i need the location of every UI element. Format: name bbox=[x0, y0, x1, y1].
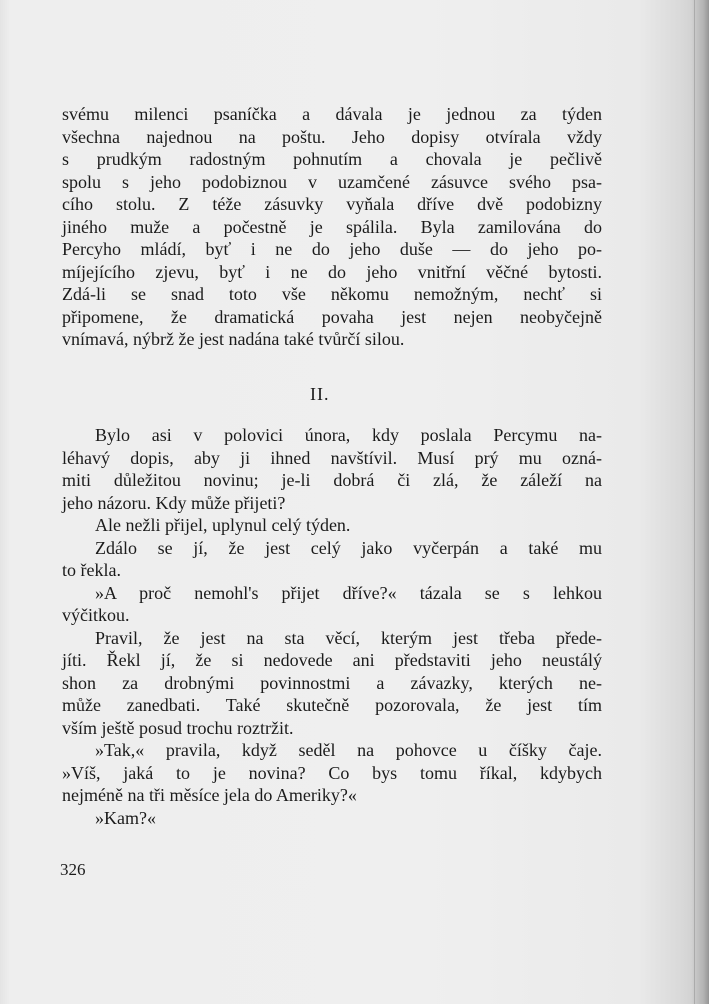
text-line: Zdá-li se snad toto vše někomu nemožným, nechť si bbox=[62, 284, 602, 304]
text-line: shon za drobnými povinnostmi a závazky, kterých ne- bbox=[62, 672, 602, 693]
text-line: míjejícího zjevu, byť i ne do jeho vnitřní věčné bytosti. bbox=[62, 261, 602, 282]
text-line: Percyho mládí, byť i ne do jeho duše — do jeho po- bbox=[62, 239, 602, 259]
paragraph-1 bbox=[62, 103, 602, 351]
text-line: »Víš, jaká to je novina? Co bys tomu říkal, kdybych bbox=[62, 762, 602, 783]
text-line: může zanedbati. Také skutečně pozorovala, že jest tím bbox=[62, 695, 602, 715]
text-line: připomene, že dramatická povaha jest nejen neobyčejně bbox=[62, 306, 602, 327]
text-line: to řekla. bbox=[62, 560, 121, 580]
text-line: jeho názoru. Kdy může přijeti? bbox=[62, 492, 286, 513]
text-line: cího stolu. Z téže zásuvky vyňala dříve dvě podobizny bbox=[62, 194, 602, 214]
text-line: miti důležitou novinu; je-li dobrá či zlá, že záleží na bbox=[62, 470, 602, 490]
text-line: léhavý dopis, aby ji ihned navštívil. Musí prý mu ozná- bbox=[62, 447, 602, 468]
page-number: 326 bbox=[60, 860, 86, 879]
paragraph-2 bbox=[62, 424, 602, 829]
page-edge-line bbox=[694, 0, 695, 1004]
text-line: vnímavá, nýbrž že jest nadána také tvůrčí silou. bbox=[62, 329, 405, 349]
text-line: spolu s jeho podobiznou v uzamčené zásuvce svého psa- bbox=[62, 171, 602, 192]
text-line: jíti. Řekl jí, že si nedovede ani představiti jeho neustálý bbox=[62, 650, 602, 670]
section-heading: II. bbox=[310, 384, 330, 404]
text-line: výčitkou. bbox=[62, 605, 130, 625]
text-line: Bylo asi v polovici února, kdy poslala Percymu na- bbox=[95, 425, 602, 445]
text-line: všechna najednou na poštu. Jeho dopisy otvírala vždy bbox=[62, 126, 602, 147]
text-line: nejméně na tři měsíce jela do Ameriky?« bbox=[62, 785, 357, 805]
text-line: s prudkým radostným pohnutím a chovala je pečlivě bbox=[62, 149, 602, 169]
text-line: svému milenci psaníčka a dávala je jednou za týden bbox=[62, 104, 602, 124]
text-line: »Kam?« bbox=[95, 807, 156, 828]
text-line: vším ještě posud trochu roztržit. bbox=[62, 717, 294, 738]
text-line: »A proč nemohl's přijet dříve?« tázala se s lehkou bbox=[95, 582, 602, 603]
text-line: »Tak,« pravila, když seděl na pohovce u číšky čaje. bbox=[95, 740, 602, 760]
text-line: Pravil, že jest na sta věcí, kterým jest třeba přede- bbox=[95, 627, 602, 648]
text-line: Zdálo se jí, že jest celý jako vyčerpán a také mu bbox=[95, 537, 602, 558]
text-line: jiného muže a počestně je spálila. Byla zamilována do bbox=[62, 216, 602, 237]
text-line: Ale nežli přijel, uplynul celý týden. bbox=[95, 515, 351, 535]
